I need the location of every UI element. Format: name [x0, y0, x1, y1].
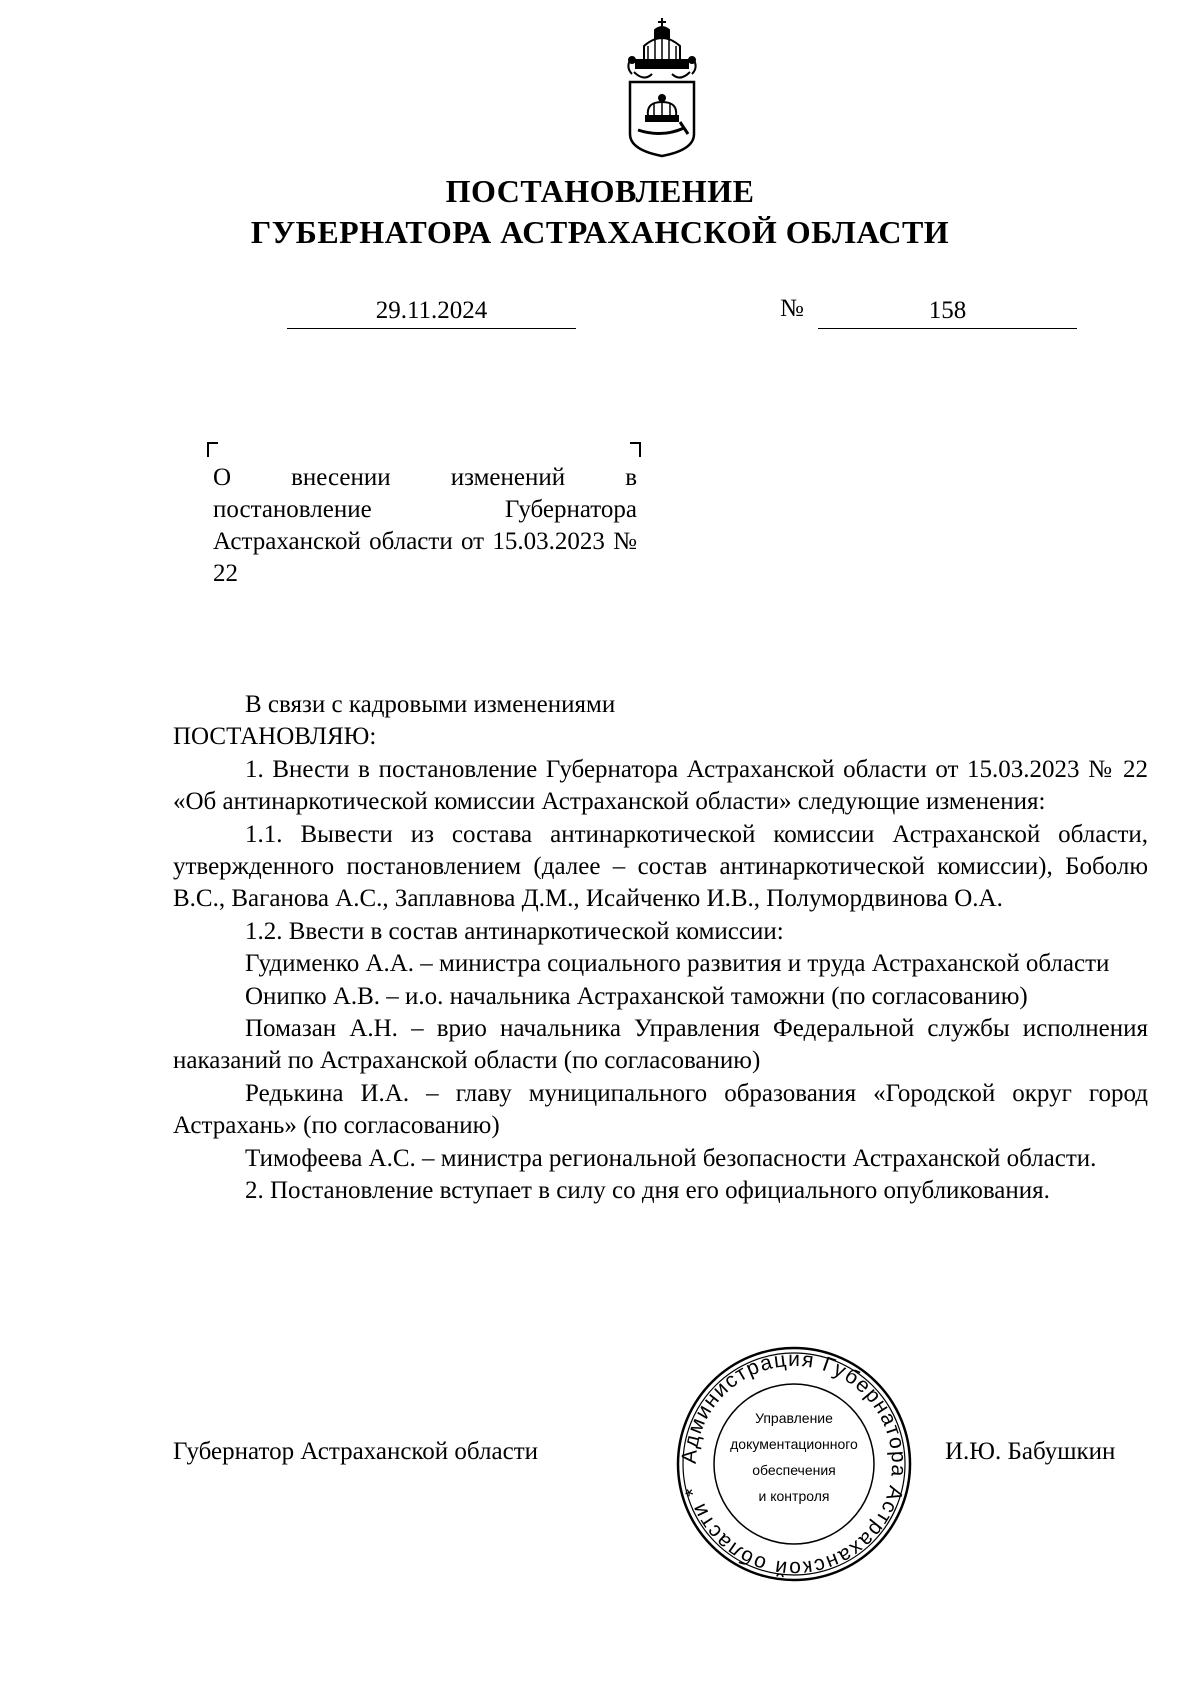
item-1-2: 1.2. Ввести в состав антинаркотической комиссии: [245, 917, 784, 945]
signatory-position: Губернатор Астраханской области [173, 1438, 539, 1465]
document-title: ПОСТАНОВЛЕНИЕ [445, 173, 755, 209]
intro-paragraph: В связи с кадровыми изменениями [245, 691, 616, 718]
stamp-line: Управление [755, 1410, 833, 1426]
stamp-line: и контроля [758, 1488, 830, 1504]
member-entry: Редькина И.А. – главу муниципального образования «Городской округ город Астрахань» (по согласованию) [173, 1079, 1148, 1140]
member-entry: Гудименко А.А. – министра социального развития и труда Астраханской области [245, 950, 1110, 978]
decree-word: ПОСТАНОВЛЯЮ: [173, 723, 377, 751]
document-subject: О внесении изменений в постановление Губернатора Астраханской области от 15.03.2023 № 22 [213, 464, 637, 587]
document-body [173, 689, 1148, 1208]
stamp-line: обеспечения [752, 1462, 836, 1478]
subject-corner-right [630, 442, 641, 457]
subject-corner-left [207, 442, 218, 457]
item-2: 2. Постановление вступает в силу со дня его официального опубликования. [245, 1177, 1050, 1205]
signatory-name: И.Ю. Бабушкин [945, 1438, 1116, 1465]
item-1-1: 1.1. Вывести из состава антинаркотической комиссии Астраханской области, утвержденного постановлением (далее – состав антинаркотической комиссии), Боболю В.С., Ваганова А.С., Заплавнова Д.М., Исайченко И.В., Полумордвинова О.А. [173, 820, 1148, 913]
member-entry: Помазан А.Н. – врио начальника Управления Федеральной службы исполнения наказаний по Астраханской области (по согласованию) [173, 1015, 1148, 1075]
coat-of-arms-icon [622, 16, 702, 160]
document-date: 29.11.2024 [287, 296, 576, 329]
stamp-line: документационного [730, 1436, 858, 1452]
stamp-center-text [722, 1405, 866, 1509]
item-1: 1. Внести в постановление Губернатора Астраханской области от 15.03.2023 № 22 «Об антинаркотической комиссии Астраханской области» следующие изменения: [173, 755, 1148, 816]
stamp-ring-text: Администрация Губернатора Астраханской области * [677, 1347, 911, 1581]
document-issuer: ГУБЕРНАТОРА АСТРАХАНСКОЙ ОБЛАСТИ [250, 214, 950, 250]
member-entry: Тимофеева А.С. – министра региональной безопасности Астраханской области. [245, 1144, 1097, 1172]
member-entry: Онипко А.В. – и.о. начальника Астраханской таможни (по согласованию) [245, 982, 1028, 1010]
document-number: 158 [818, 296, 1077, 329]
number-sign: № [780, 295, 804, 322]
